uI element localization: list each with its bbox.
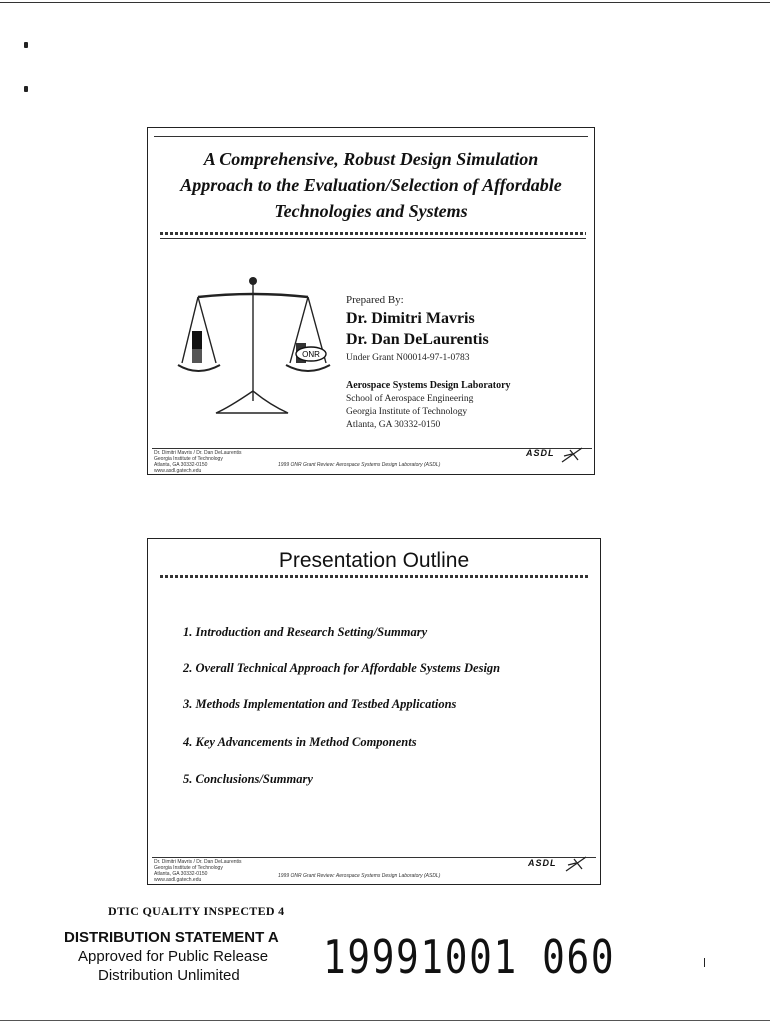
title-line-3: Technologies and Systems — [274, 201, 468, 221]
aircraft-logo-icon — [560, 444, 586, 466]
slide-top-rule — [154, 136, 588, 137]
institute-name: Georgia Institute of Technology — [346, 407, 468, 417]
outline-item: 4. Key Advancements in Method Components — [183, 735, 417, 749]
footer-contact: Dr. Dimitri Mavris / Dr. Dan DeLaurentis Georgia Institute of Technology Atlanta, GA 30332-0150 www.asdl.gatech.edu — [154, 859, 242, 883]
outline-item: 5. Conclusions/Summary — [183, 772, 313, 786]
outline-item: 1. Introduction and Research Setting/Summary — [183, 625, 428, 639]
outline-item: 2. Overall Technical Approach for Affordable Systems Design — [183, 661, 501, 675]
title-divider — [160, 232, 586, 235]
distribution-line: Distribution Unlimited — [98, 967, 240, 984]
footer-caption: 1999 ONR Grant Review: Aerospace Systems Design Laboratory (ASDL) — [278, 462, 441, 468]
outline-slide — [147, 538, 601, 885]
binder-hole-mark — [24, 42, 28, 48]
title-divider-line — [160, 238, 586, 239]
author-name: Dr. Dimitri Mavris — [346, 310, 475, 327]
title-line-1: A Comprehensive, Robust Design Simulation — [203, 149, 539, 169]
margin-mark — [704, 958, 705, 967]
school-name: School of Aerospace Engineering — [346, 394, 474, 404]
accession-number: 19991001 060 — [323, 930, 616, 984]
distribution-statement: DISTRIBUTION STATEMENT A — [64, 929, 279, 946]
slide-title: Presentation Outline — [278, 549, 470, 572]
top-border-line — [0, 2, 770, 3]
binder-hole-mark — [24, 86, 28, 92]
footer-caption: 1999 ONR Grant Review: Aerospace Systems Design Laboratory (ASDL) — [278, 873, 441, 879]
author-name: Dr. Dan DeLaurentis — [346, 331, 489, 348]
balance-scale-illustration — [168, 273, 338, 423]
approval-line: Approved for Public Release — [78, 948, 269, 965]
dtic-quality-stamp: DTIC QUALITY INSPECTED 4 — [108, 904, 285, 918]
lab-name: Aerospace Systems Design Laboratory — [346, 380, 511, 391]
outline-item: 3. Methods Implementation and Testbed Applications — [183, 697, 457, 711]
asdl-logo: ASDL — [528, 858, 557, 868]
grant-number: Under Grant N00014-97-1-0783 — [346, 353, 470, 363]
address: Atlanta, GA 30332-0150 — [346, 420, 441, 430]
slide-title — [148, 146, 594, 224]
title-slide — [147, 127, 595, 475]
bottom-border-line — [0, 1020, 770, 1021]
svg-text:ONR: ONR — [302, 350, 320, 359]
title-line-2: Approach to the Evaluation/Selection of Affordable — [180, 175, 562, 195]
footer-contact: Dr. Dimitri Mavris / Dr. Dan DeLaurentis Georgia Institute of Technology Atlanta, GA 30332-0150 www.asdl.gatech.edu — [154, 450, 242, 474]
aircraft-logo-icon — [564, 853, 590, 875]
title-divider — [160, 575, 588, 578]
asdl-logo: ASDL — [526, 448, 555, 458]
prepared-by-label: Prepared By: — [346, 294, 404, 306]
